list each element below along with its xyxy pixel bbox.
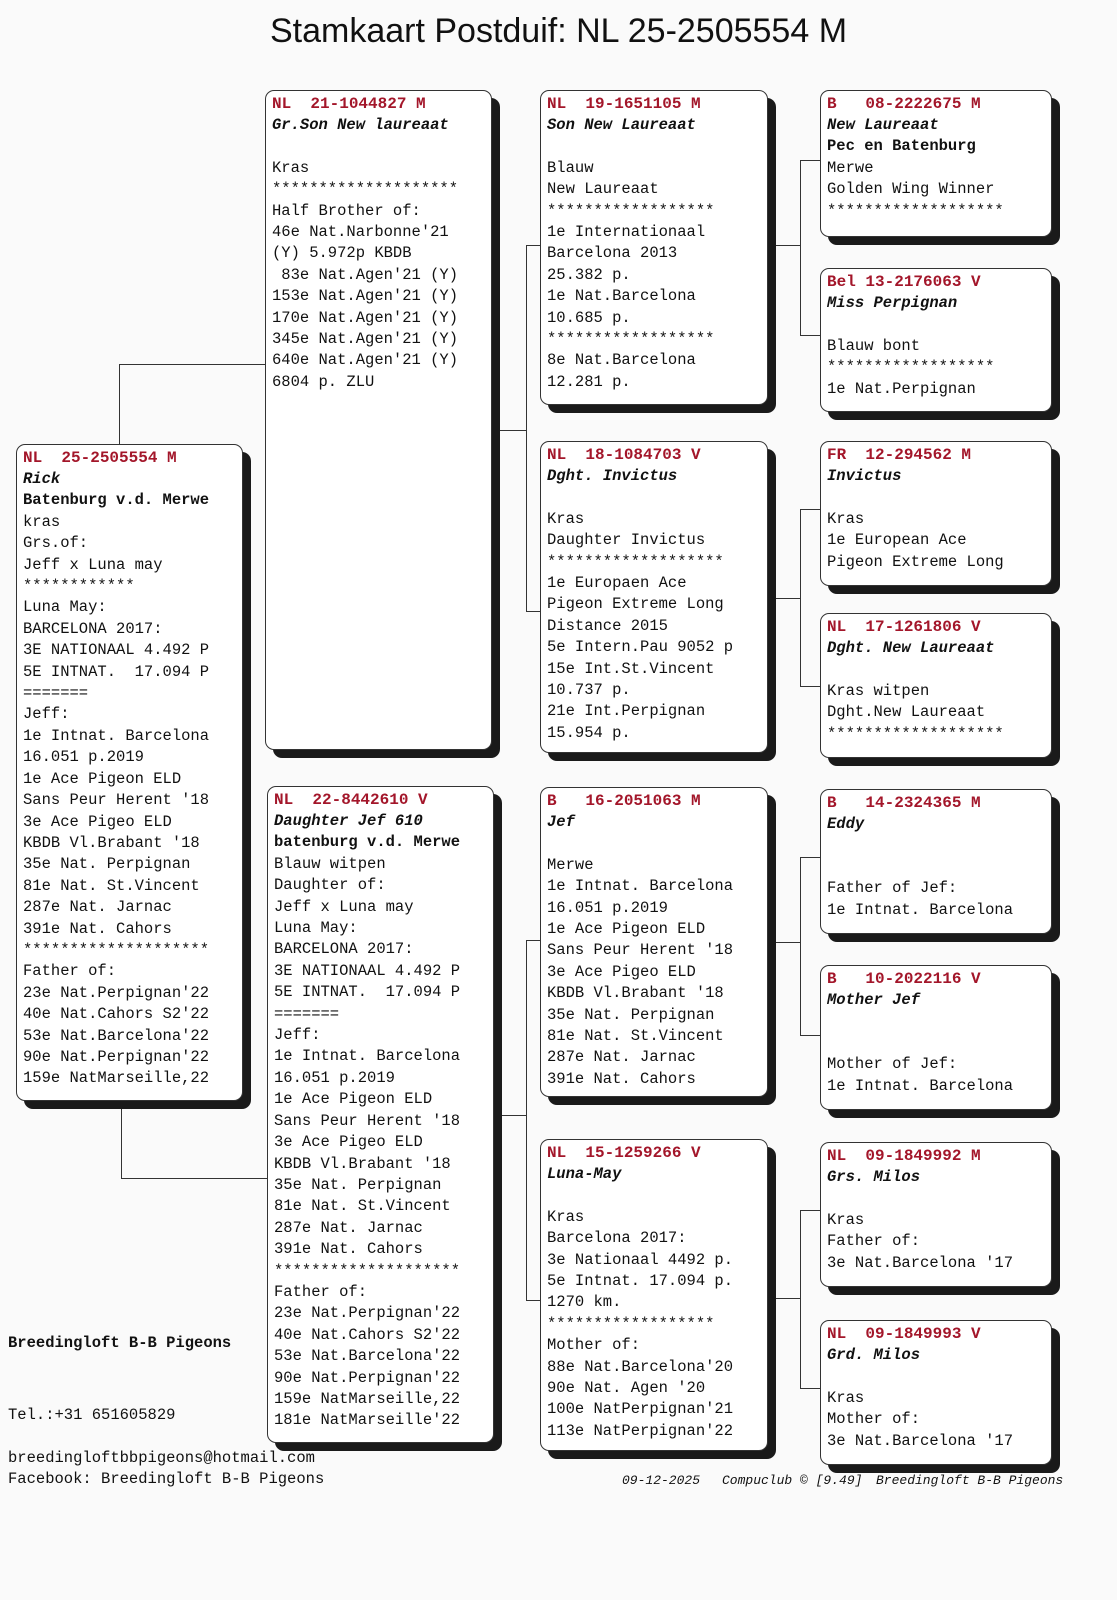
info-line: 90e Nat.Perpignan'22 <box>23 1047 210 1066</box>
info-line: KBDB Vl.Brabant '18 <box>547 984 724 1003</box>
info-line: Kras witpen <box>827 681 930 700</box>
info-line: 15.954 p. <box>547 723 631 742</box>
info-line: Dght.New Laureaat <box>827 703 986 722</box>
info-line: 21e Int.Perpignan <box>547 702 706 721</box>
card-dam-sire <box>540 787 768 1097</box>
info-line: ****************** <box>547 201 715 220</box>
info-line: 3e Ace Pigeo ELD <box>547 962 696 981</box>
info-line: 53e Nat.Barcelona'22 <box>23 1026 210 1045</box>
info-line: Blauw witpen <box>274 854 386 873</box>
info-line: batenburg v.d. Merwe <box>274 833 461 852</box>
info-line: KBDB Vl.Brabant '18 <box>23 833 200 852</box>
pigeon-name: Eddy <box>827 815 865 833</box>
info-line: ****************** <box>547 1314 715 1333</box>
info-line: Father of: <box>274 1282 368 1301</box>
info-line: 153e Nat.Agen'21 (Y) <box>272 287 459 306</box>
info-line: 81e Nat. St.Vincent <box>23 876 200 895</box>
info-line: Sans Peur Herent '18 <box>274 1111 461 1130</box>
info-line: Father of: <box>827 1232 921 1251</box>
blank-line <box>827 659 1045 680</box>
info-line: 1e Intnat. Barcelona <box>23 726 210 745</box>
info-line: 3e Nat.Barcelona '17 <box>827 1431 1014 1450</box>
blank-line <box>827 314 1045 335</box>
card-dam-dam <box>540 1139 768 1451</box>
info-line: Daughter Invictus <box>547 531 706 550</box>
pigeon-name: Mother Jef <box>827 991 921 1009</box>
info-line: ******************* <box>827 724 1004 743</box>
ring-number: B 08-2222675 M <box>827 95 981 113</box>
info-line: BARCELONA 2017: <box>23 619 163 638</box>
card-sdd <box>820 613 1052 758</box>
info-line: Father of: <box>23 962 117 981</box>
info-line: Mother of: <box>827 1410 921 1429</box>
info-line: 159e NatMarseille,22 <box>23 1069 210 1088</box>
info-line: 25.382 p. <box>547 265 631 284</box>
info-line: ******************** <box>272 180 459 199</box>
card-ddd <box>820 1320 1052 1465</box>
info-line: Blauw <box>547 158 594 177</box>
info-line: Luna May: <box>274 919 358 938</box>
info-line: 287e Nat. Jarnac <box>547 1048 696 1067</box>
ring-number: NL 25-2505554 M <box>23 449 177 467</box>
info-line: ******************* <box>827 201 1004 220</box>
info-line: 10.685 p. <box>547 308 631 327</box>
info-line: 40e Nat.Cahors S2'22 <box>274 1325 461 1344</box>
pigeon-name: Rick <box>23 470 61 488</box>
info-line: 170e Nat.Agen'21 (Y) <box>272 308 459 327</box>
info-line: Mother of: <box>547 1336 641 1355</box>
info-line: 16.051 p.2019 <box>274 1068 395 1087</box>
pigeon-name: Jef <box>547 813 575 831</box>
info-line: 5E INTNAT. 17.094 P <box>274 983 461 1002</box>
info-line: 83e Nat.Agen'21 (Y) <box>272 265 459 284</box>
card-dds <box>820 1142 1052 1287</box>
info-line: Merwe <box>547 855 594 874</box>
info-line: 15e Int.St.Vincent <box>547 659 715 678</box>
pigeon-name: New Laureaat <box>827 116 939 134</box>
info-line: ======= <box>274 1004 340 1023</box>
info-line: Jeff: <box>274 1026 321 1045</box>
info-line: Merwe <box>827 158 874 177</box>
info-line: 1e Ace Pigeon ELD <box>274 1090 433 1109</box>
info-line: 12.281 p. <box>547 372 631 391</box>
info-line: 1e Europaen Ace <box>547 574 687 593</box>
info-line: 287e Nat. Jarnac <box>274 1218 423 1237</box>
ring-number: FR 12-294562 M <box>827 446 972 464</box>
info-line: Distance 2015 <box>547 616 668 635</box>
info-line: Batenburg v.d. Merwe <box>23 491 210 510</box>
info-line: Kras <box>827 1388 865 1407</box>
card-sire-sire <box>540 90 768 405</box>
pigeon-name: Dght. New Laureaat <box>827 639 995 657</box>
info-line: Luna May: <box>23 598 107 617</box>
info-line: 46e Nat.Narbonne'21 <box>272 223 449 242</box>
info-line: Mother of Jef: <box>827 1055 958 1074</box>
card-sire <box>265 90 492 750</box>
info-line: Kras <box>827 509 865 528</box>
info-line: 3E NATIONAAL 4.492 P <box>274 961 461 980</box>
phone-number: Tel.:+31 651605829 <box>8 1406 176 1424</box>
pigeon-name: Grs. Milos <box>827 1168 921 1186</box>
ring-number: NL 22-8442610 V <box>274 791 428 809</box>
info-line: Jeff x Luna may <box>274 897 414 916</box>
ring-number: NL 15-1259266 V <box>547 1144 701 1162</box>
card-ssd <box>820 268 1052 412</box>
info-line: Half Brother of: <box>272 201 421 220</box>
blank-line <box>547 487 761 508</box>
info-line: Sans Peur Herent '18 <box>547 941 734 960</box>
blank-line <box>827 1188 1045 1209</box>
blank-line <box>272 136 485 157</box>
info-line: Pigeon Extreme Long <box>827 552 1004 571</box>
info-line: 90e Nat. Agen '20 <box>547 1379 706 1398</box>
info-line: 1e Internationaal <box>547 223 706 242</box>
page-title: Stamkaart Postduif: NL 25-2505554 M <box>269 12 848 50</box>
blank-line <box>827 1033 1045 1054</box>
info-line: Kras <box>827 1210 865 1229</box>
info-line: 1e Intnat. Barcelona <box>274 1047 461 1066</box>
info-line: 1270 km. <box>547 1293 622 1312</box>
pigeon-name: Daughter Jef 610 <box>274 812 423 830</box>
info-line: 345e Nat.Agen'21 (Y) <box>272 330 459 349</box>
info-line: Blauw bont <box>827 336 921 355</box>
info-line: 35e Nat. Perpignan <box>23 855 191 874</box>
info-line: Pec en Batenburg <box>827 137 976 156</box>
card-dss <box>820 789 1052 934</box>
info-line: New Laureaat <box>547 180 659 199</box>
info-line: Jeff x Luna may <box>23 555 163 574</box>
info-line: 640e Nat.Agen'21 (Y) <box>272 351 459 370</box>
info-line: 3e Ace Pigeo ELD <box>274 1133 423 1152</box>
info-line: 1e Intnat. Barcelona <box>827 900 1014 919</box>
info-line: 1e European Ace <box>827 531 967 550</box>
info-line: 3e Nationaal 4492 p. <box>547 1250 734 1269</box>
info-line: ======= <box>23 684 89 703</box>
facebook-text: Facebook: Breedingloft B-B Pigeons <box>8 1470 325 1488</box>
card-dam <box>267 786 494 1443</box>
info-line: ****************** <box>827 358 995 377</box>
info-line: 391e Nat. Cahors <box>274 1240 423 1259</box>
info-line: ******************** <box>23 940 210 959</box>
info-line: Father of Jef: <box>827 879 958 898</box>
ring-number: NL 17-1261806 V <box>827 618 981 636</box>
pigeon-name: Miss Perpignan <box>827 294 958 312</box>
ring-number: NL 09-1849992 M <box>827 1147 981 1165</box>
info-line: Grs.of: <box>23 534 89 553</box>
info-line: 35e Nat. Perpignan <box>274 1175 442 1194</box>
info-line: 181e NatMarseille'22 <box>274 1411 461 1430</box>
info-line: 1e Nat.Perpignan <box>827 379 976 398</box>
card-sds <box>820 441 1052 586</box>
blank-line <box>827 487 1045 508</box>
pigeon-name: Dght. Invictus <box>547 467 678 485</box>
blank-line <box>547 136 761 157</box>
blank-line <box>547 1185 761 1206</box>
card-dsd <box>820 965 1052 1110</box>
email-link[interactable]: breedingloftbbpigeons@hotmail.com <box>8 1449 315 1467</box>
info-line: 391e Nat. Cahors <box>547 1069 696 1088</box>
info-line: 391e Nat. Cahors <box>23 919 172 938</box>
ring-number: B 10-2022116 V <box>827 970 981 988</box>
info-line: 16.051 p.2019 <box>547 898 668 917</box>
software-credit: Compuclub © [9.49] <box>722 1473 863 1488</box>
ring-number: NL 18-1084703 V <box>547 446 701 464</box>
info-line: 1e Intnat. Barcelona <box>827 1076 1014 1095</box>
info-line: ******************** <box>274 1261 461 1280</box>
info-line: Barcelona 2013 <box>547 244 678 263</box>
info-line: kras <box>23 512 61 531</box>
info-line: 81e Nat. St.Vincent <box>274 1197 451 1216</box>
info-line: 1e Ace Pigeon ELD <box>547 920 706 939</box>
info-line: Kras <box>547 509 585 528</box>
info-line: Golden Wing Winner <box>827 180 995 199</box>
info-line: 53e Nat.Barcelona'22 <box>274 1347 461 1366</box>
info-line: Pigeon Extreme Long <box>547 595 724 614</box>
info-line: 100e NatPerpignan'21 <box>547 1400 734 1419</box>
blank-line <box>827 1011 1045 1032</box>
ring-number: NL 21-1044827 M <box>272 95 426 113</box>
info-line: 3e Nat.Barcelona '17 <box>827 1253 1014 1272</box>
pigeon-name: Invictus <box>827 467 902 485</box>
info-line: 10.737 p. <box>547 681 631 700</box>
blank-line <box>547 833 761 854</box>
loft-name: Breedingloft B-B Pigeons <box>876 1473 1064 1488</box>
info-line: 3E NATIONAAL 4.492 P <box>23 641 210 660</box>
card-sire-dam <box>540 441 768 753</box>
pigeon-name: Gr.Son New laureaat <box>272 116 449 134</box>
info-line: 40e Nat.Cahors S2'22 <box>23 1005 210 1024</box>
card-sss <box>820 90 1052 237</box>
card-subject <box>16 444 243 1101</box>
info-line: 88e Nat.Barcelona'20 <box>547 1357 734 1376</box>
info-line: ****************** <box>547 330 715 349</box>
info-line: Sans Peur Herent '18 <box>23 791 210 810</box>
print-date: 09-12-2025 <box>622 1473 701 1488</box>
ring-number: NL 19-1651105 M <box>547 95 701 113</box>
ring-number: NL 09-1849993 V <box>827 1325 981 1343</box>
pigeon-name: Son New Laureaat <box>547 116 696 134</box>
info-line: 5E INTNAT. 17.094 P <box>23 662 210 681</box>
info-line: BARCELONA 2017: <box>274 940 414 959</box>
blank-line <box>827 835 1045 856</box>
info-line: 6804 p. ZLU <box>272 372 375 391</box>
info-line: 23e Nat.Perpignan'22 <box>23 983 210 1002</box>
info-line: 159e NatMarseille,22 <box>274 1389 461 1408</box>
info-line: 90e Nat.Perpignan'22 <box>274 1368 461 1387</box>
info-line: 81e Nat. St.Vincent <box>547 1027 724 1046</box>
info-line: 8e Nat.Barcelona <box>547 351 696 370</box>
info-line: 1e Ace Pigeon ELD <box>23 769 182 788</box>
info-line: ******************* <box>547 552 724 571</box>
info-line: 23e Nat.Perpignan'22 <box>274 1304 461 1323</box>
info-line: Kras <box>272 158 310 177</box>
info-line: ************ <box>23 577 135 596</box>
info-line: 1e Intnat. Barcelona <box>547 877 734 896</box>
pigeon-name: Luna-May <box>547 1165 622 1183</box>
info-line: KBDB Vl.Brabant '18 <box>274 1154 451 1173</box>
breeder-name: Breedingloft B-B Pigeons <box>8 1334 232 1352</box>
info-line: (Y) 5.972p KBDB <box>272 244 412 263</box>
ring-number: B 14-2324365 M <box>827 794 981 812</box>
info-line: 287e Nat. Jarnac <box>23 898 172 917</box>
info-line: Daughter of: <box>274 876 386 895</box>
ring-number: B 16-2051063 M <box>547 792 701 810</box>
info-line: Barcelona 2017: <box>547 1229 687 1248</box>
info-line: 5e Intnat. 17.094 p. <box>547 1272 734 1291</box>
info-line: 113e NatPerpignan'22 <box>547 1421 734 1440</box>
info-line: 3e Ace Pigeo ELD <box>23 812 172 831</box>
info-line: Kras <box>547 1207 585 1226</box>
info-line: 35e Nat. Perpignan <box>547 1005 715 1024</box>
blank-line <box>827 857 1045 878</box>
info-line: 1e Nat.Barcelona <box>547 287 696 306</box>
blank-line <box>827 1366 1045 1387</box>
pigeon-name: Grd. Milos <box>827 1346 921 1364</box>
info-line: 5e Intern.Pau 9052 p <box>547 638 734 657</box>
info-line: 16.051 p.2019 <box>23 748 144 767</box>
ring-number: Bel 13-2176063 V <box>827 273 981 291</box>
info-line: Jeff: <box>23 705 70 724</box>
